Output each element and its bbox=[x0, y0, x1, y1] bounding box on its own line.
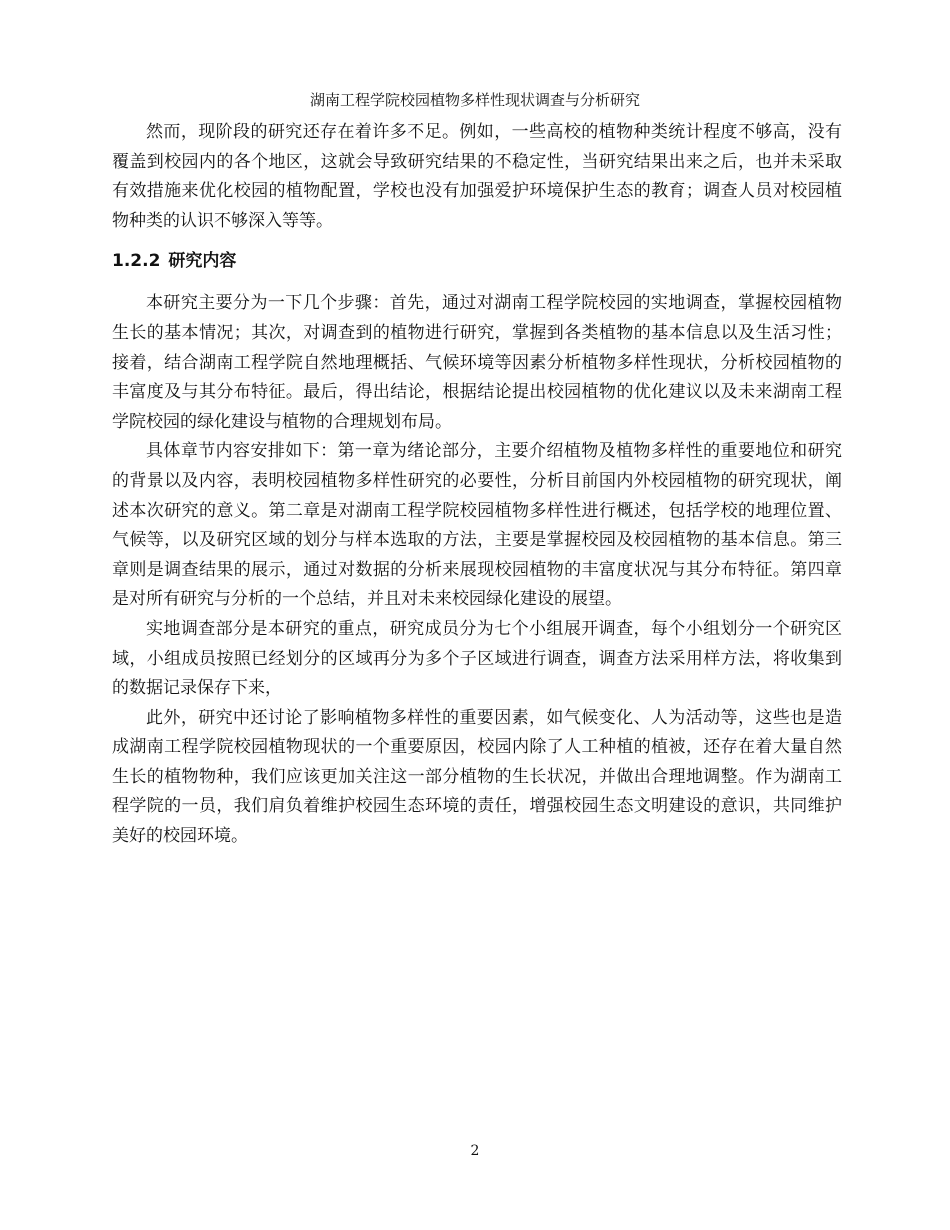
page-number: 2 bbox=[470, 1143, 480, 1159]
section-number: 1.2.2 bbox=[112, 251, 161, 272]
page-body bbox=[112, 118, 842, 852]
running-header: 湖南工程学院校园植物多样性现状调查与分析研究 bbox=[309, 91, 640, 109]
paragraph-field-survey: 实地调查部分是本研究的重点，研究成员分为七个小组展开调查，每个小组划分一个研究区域，小组成员按照已经划分的区域再分为多个子区域进行调查，调查方法采用样方法，将收集到的数据记录保存下来， bbox=[112, 618, 842, 699]
section-title: 研究内容 bbox=[168, 251, 237, 272]
paragraph-chapter-arrangement: 具体章节内容安排如下：第一章为绪论部分，主要介绍植物及植物多样性的重要地位和研究的背景以及内容，表明校园植物多样性研究的必要性，分析目前国内外校园植物的研究现状，阐述本次研究的意义。第二章是对湖南工程学院校园植物多样性进行概述，包括学校的地理位置、气候等，以及研究区域的划分与样本选取的方法，主要是掌握校园及校园植物的基本信息。第三章则是调查结果的展示，通过对数据的分析来展现校园植物的丰富度状况与其分布特征。第四章是对所有研究与分析的一个总结，并且对未来校园绿化建设的展望。 bbox=[112, 441, 842, 610]
paragraph-research-steps: 本研究主要分为一下几个步骤：首先，通过对湖南工程学院校园的实地调查，掌握校园植物生长的基本情况；其次，对调查到的植物进行研究，掌握到各类植物的基本信息以及生活习性；接着，结合湖南工程学院自然地理概括、气候环境等因素分析植物多样性现状，分析校园植物的丰富度及与其分布特征。最后，得出结论，根据结论提出校园植物的优化建议以及未来湖南工程学院校园的绿化建设与植物的合理规划布局。 bbox=[112, 293, 842, 432]
paragraph-shortcomings: 然而，现阶段的研究还存在着许多不足。例如，一些高校的植物种类统计程度不够高，没有覆盖到校园内的各个地区，这就会导致研究结果的不稳定性，当研究结果出来之后，也并未采取有效措施来优化校园的植物配置，学校也没有加强爱护环境保护生态的教育；调查人员对校园植物种类的认识不够深入等等。 bbox=[112, 122, 842, 231]
paragraph-influencing-factors: 此外，研究中还讨论了影响植物多样性的重要因素，如气候变化、人为活动等，这些也是造成湖南工程学院校园植物现状的一个重要原因，校园内除了人工种植的植被，还存在着大量自然生长的植物物种，我们应该更加关注这一部分植物的生长状况，并做出合理地调整。作为湖南工程学院的一员，我们肩负着维护校园生态环境的责任，增强校园生态文明建设的意识，共同维护美好的校园环境。 bbox=[112, 707, 842, 847]
section-heading bbox=[112, 246, 842, 276]
